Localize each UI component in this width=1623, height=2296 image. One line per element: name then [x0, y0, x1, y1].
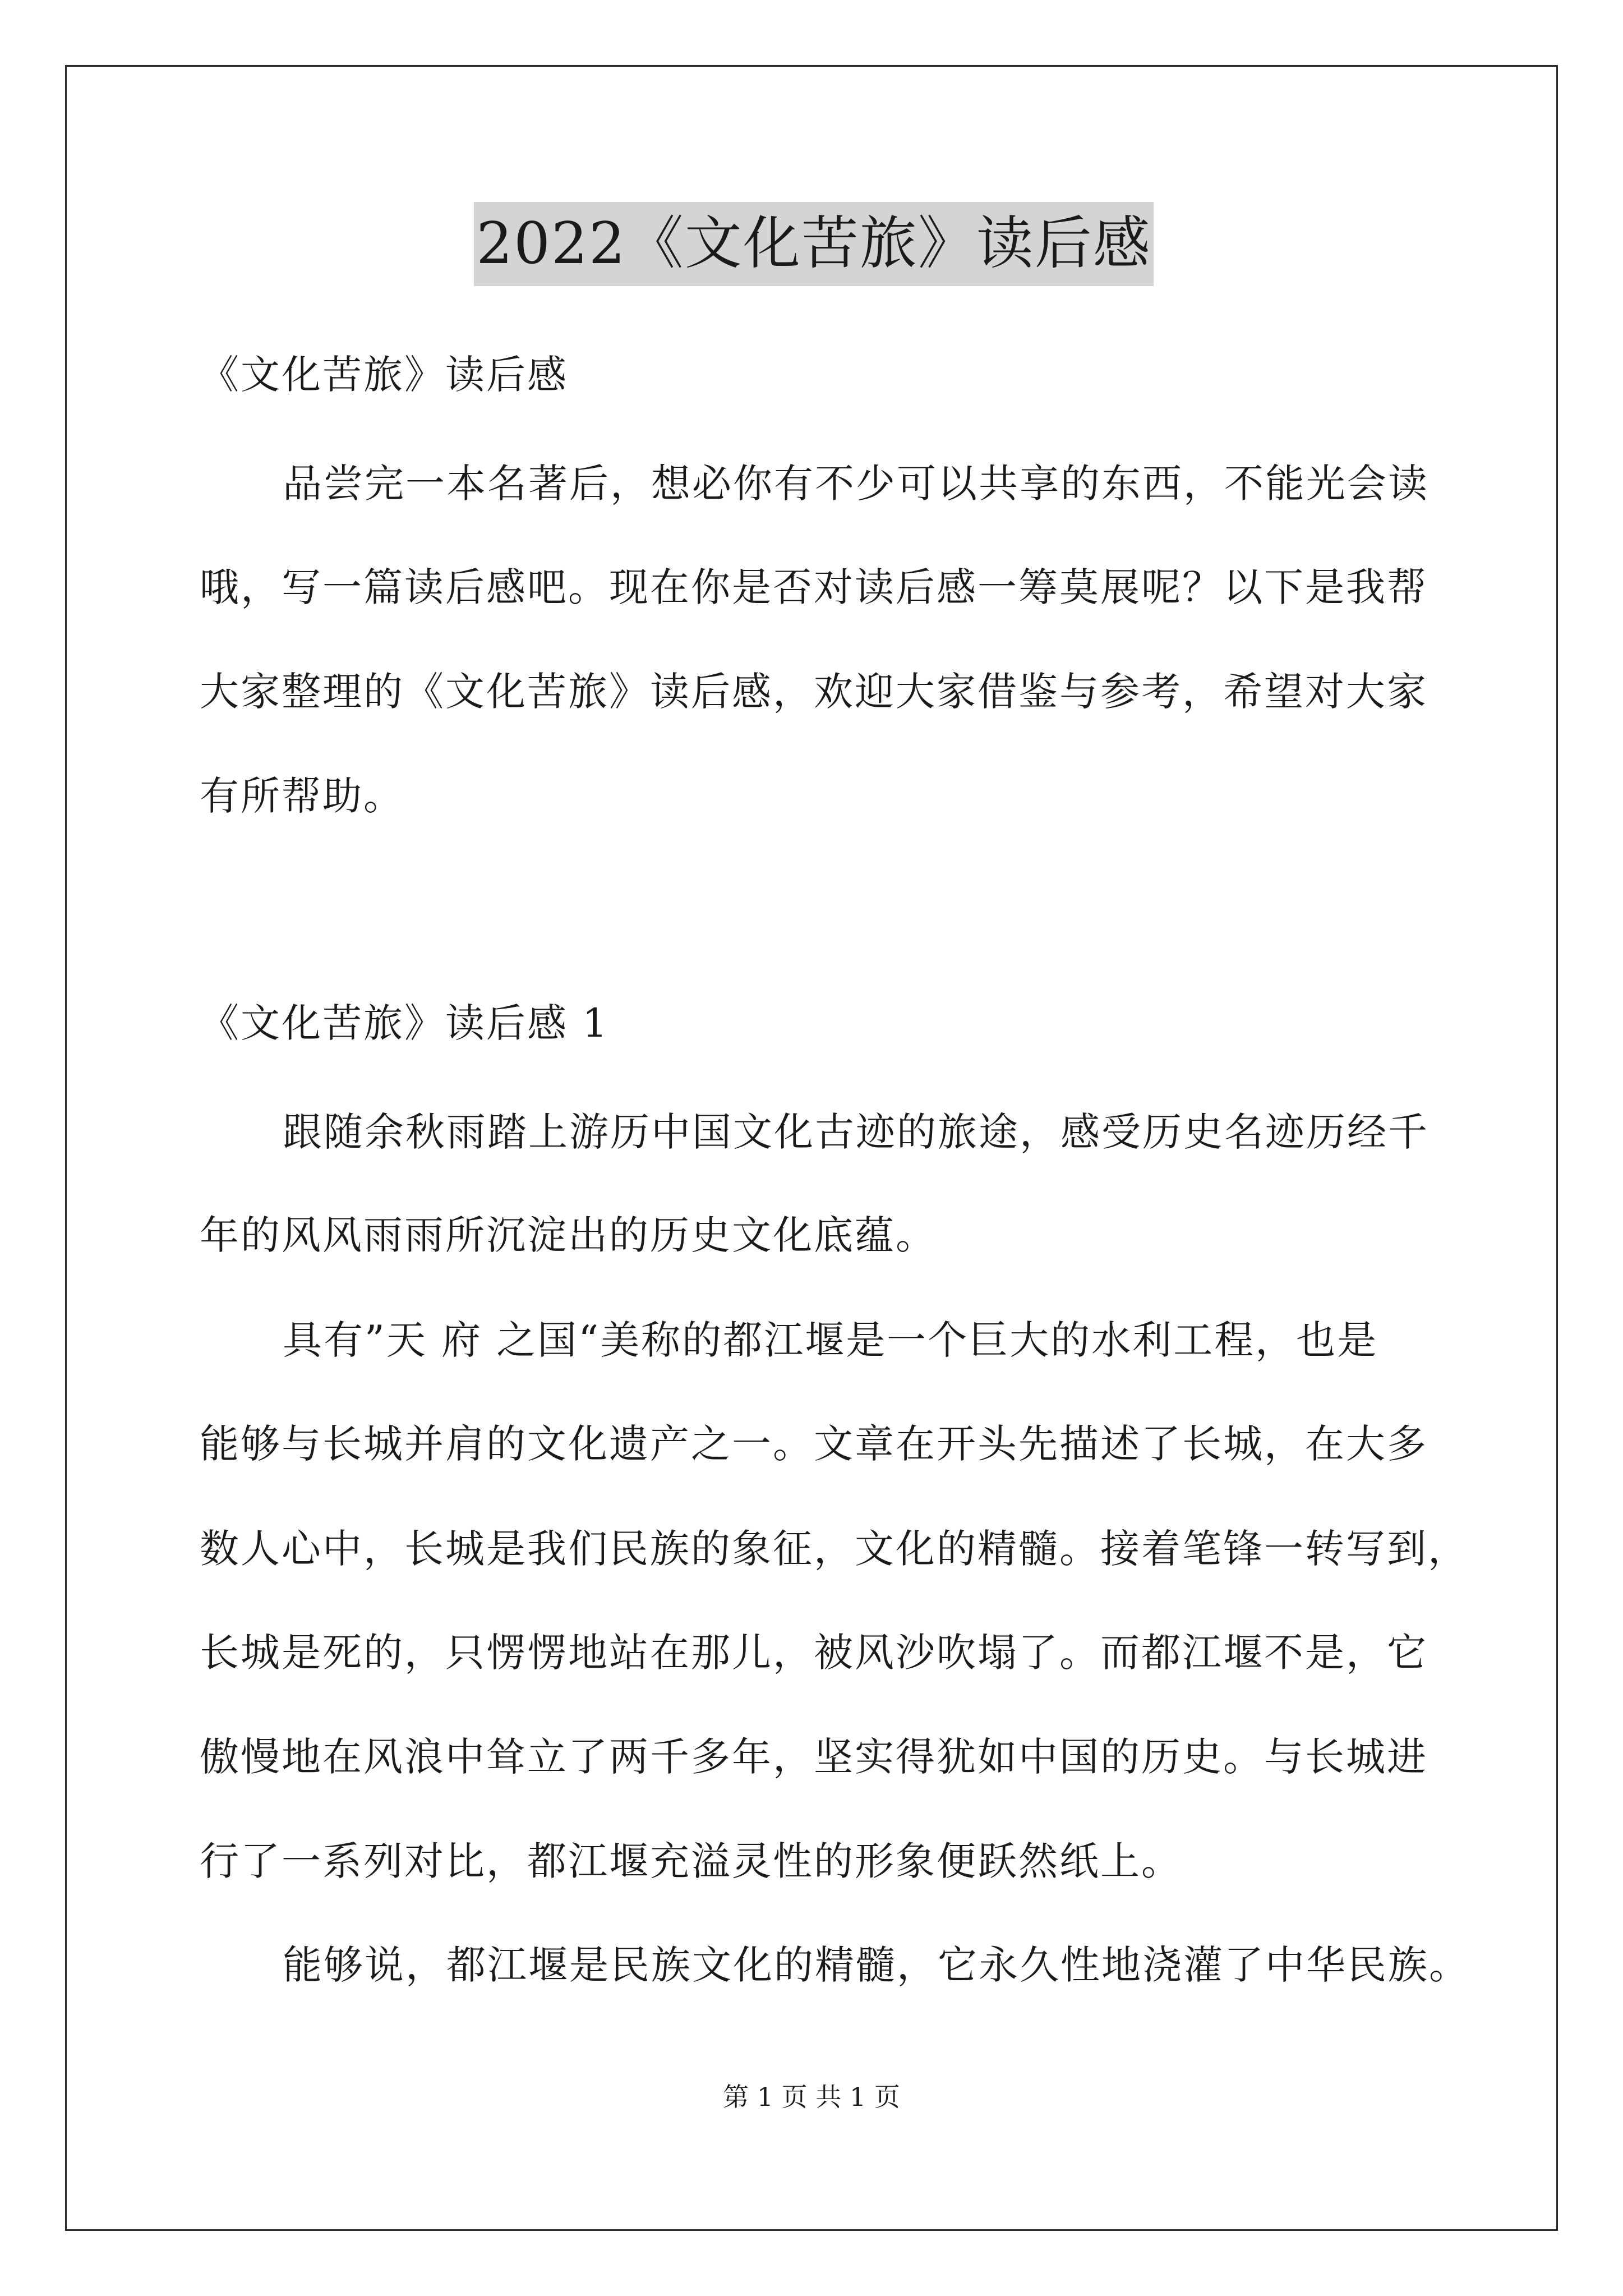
paragraph-line: 能够说，都江堰是民族文化的精髓，它永久性地浇灌了中华民族。 — [283, 1942, 1470, 1988]
paragraph-line: 能够与长城并肩的文化遗产之一。文章在开头先描述了长城，在大多 — [200, 1421, 1428, 1467]
paragraph-line: 傲慢地在风浪中耸立了两千多年，坚实得犹如中国的历史。与长城进 — [200, 1734, 1428, 1780]
paragraph-line: 跟随余秋雨踏上游历中国文化古迹的旅途，感受历史名迹历经千 — [283, 1109, 1429, 1155]
paragraph-line: 行了一系列对比，都江堰充溢灵性的形象便跃然纸上。 — [200, 1838, 1182, 1884]
intro-line: 有所帮助。 — [200, 773, 404, 819]
paragraph-line: 具有”天 府 之国“美称的都江堰是一个巨大的水利工程，也是 — [283, 1317, 1378, 1363]
page-number-footer: 第 1 页 共 1 页 — [723, 2082, 900, 2112]
paragraph-line: 年的风风雨雨所沉淀出的历史文化底蕴。 — [200, 1212, 937, 1258]
intro-line: 大家整理的《文化苦旅》读后感，欢迎大家借鉴与参考，希望对大家 — [200, 669, 1428, 715]
intro-line: 品尝完一本名著后，想必你有不少可以共享的东西，不能光会读 — [283, 461, 1429, 507]
document-subtitle: 《文化苦旅》读后感 — [200, 352, 568, 398]
document-title: 2022《文化苦旅》读后感 — [474, 202, 1154, 286]
title-container — [200, 202, 1428, 286]
paragraph-line: 数人心中，长城是我们民族的象征，文化的精髓。接着笔锋一转写到， — [200, 1526, 1469, 1572]
section-heading: 《文化苦旅》读后感 1 — [200, 1000, 609, 1046]
paragraph-line: 长城是死的，只愣愣地站在那儿，被风沙吹塌了。而都江堰不是，它 — [200, 1630, 1428, 1676]
intro-line: 哦，写一篇读后感吧。现在你是否对读后感一筹莫展呢？以下是我帮 — [200, 564, 1428, 610]
